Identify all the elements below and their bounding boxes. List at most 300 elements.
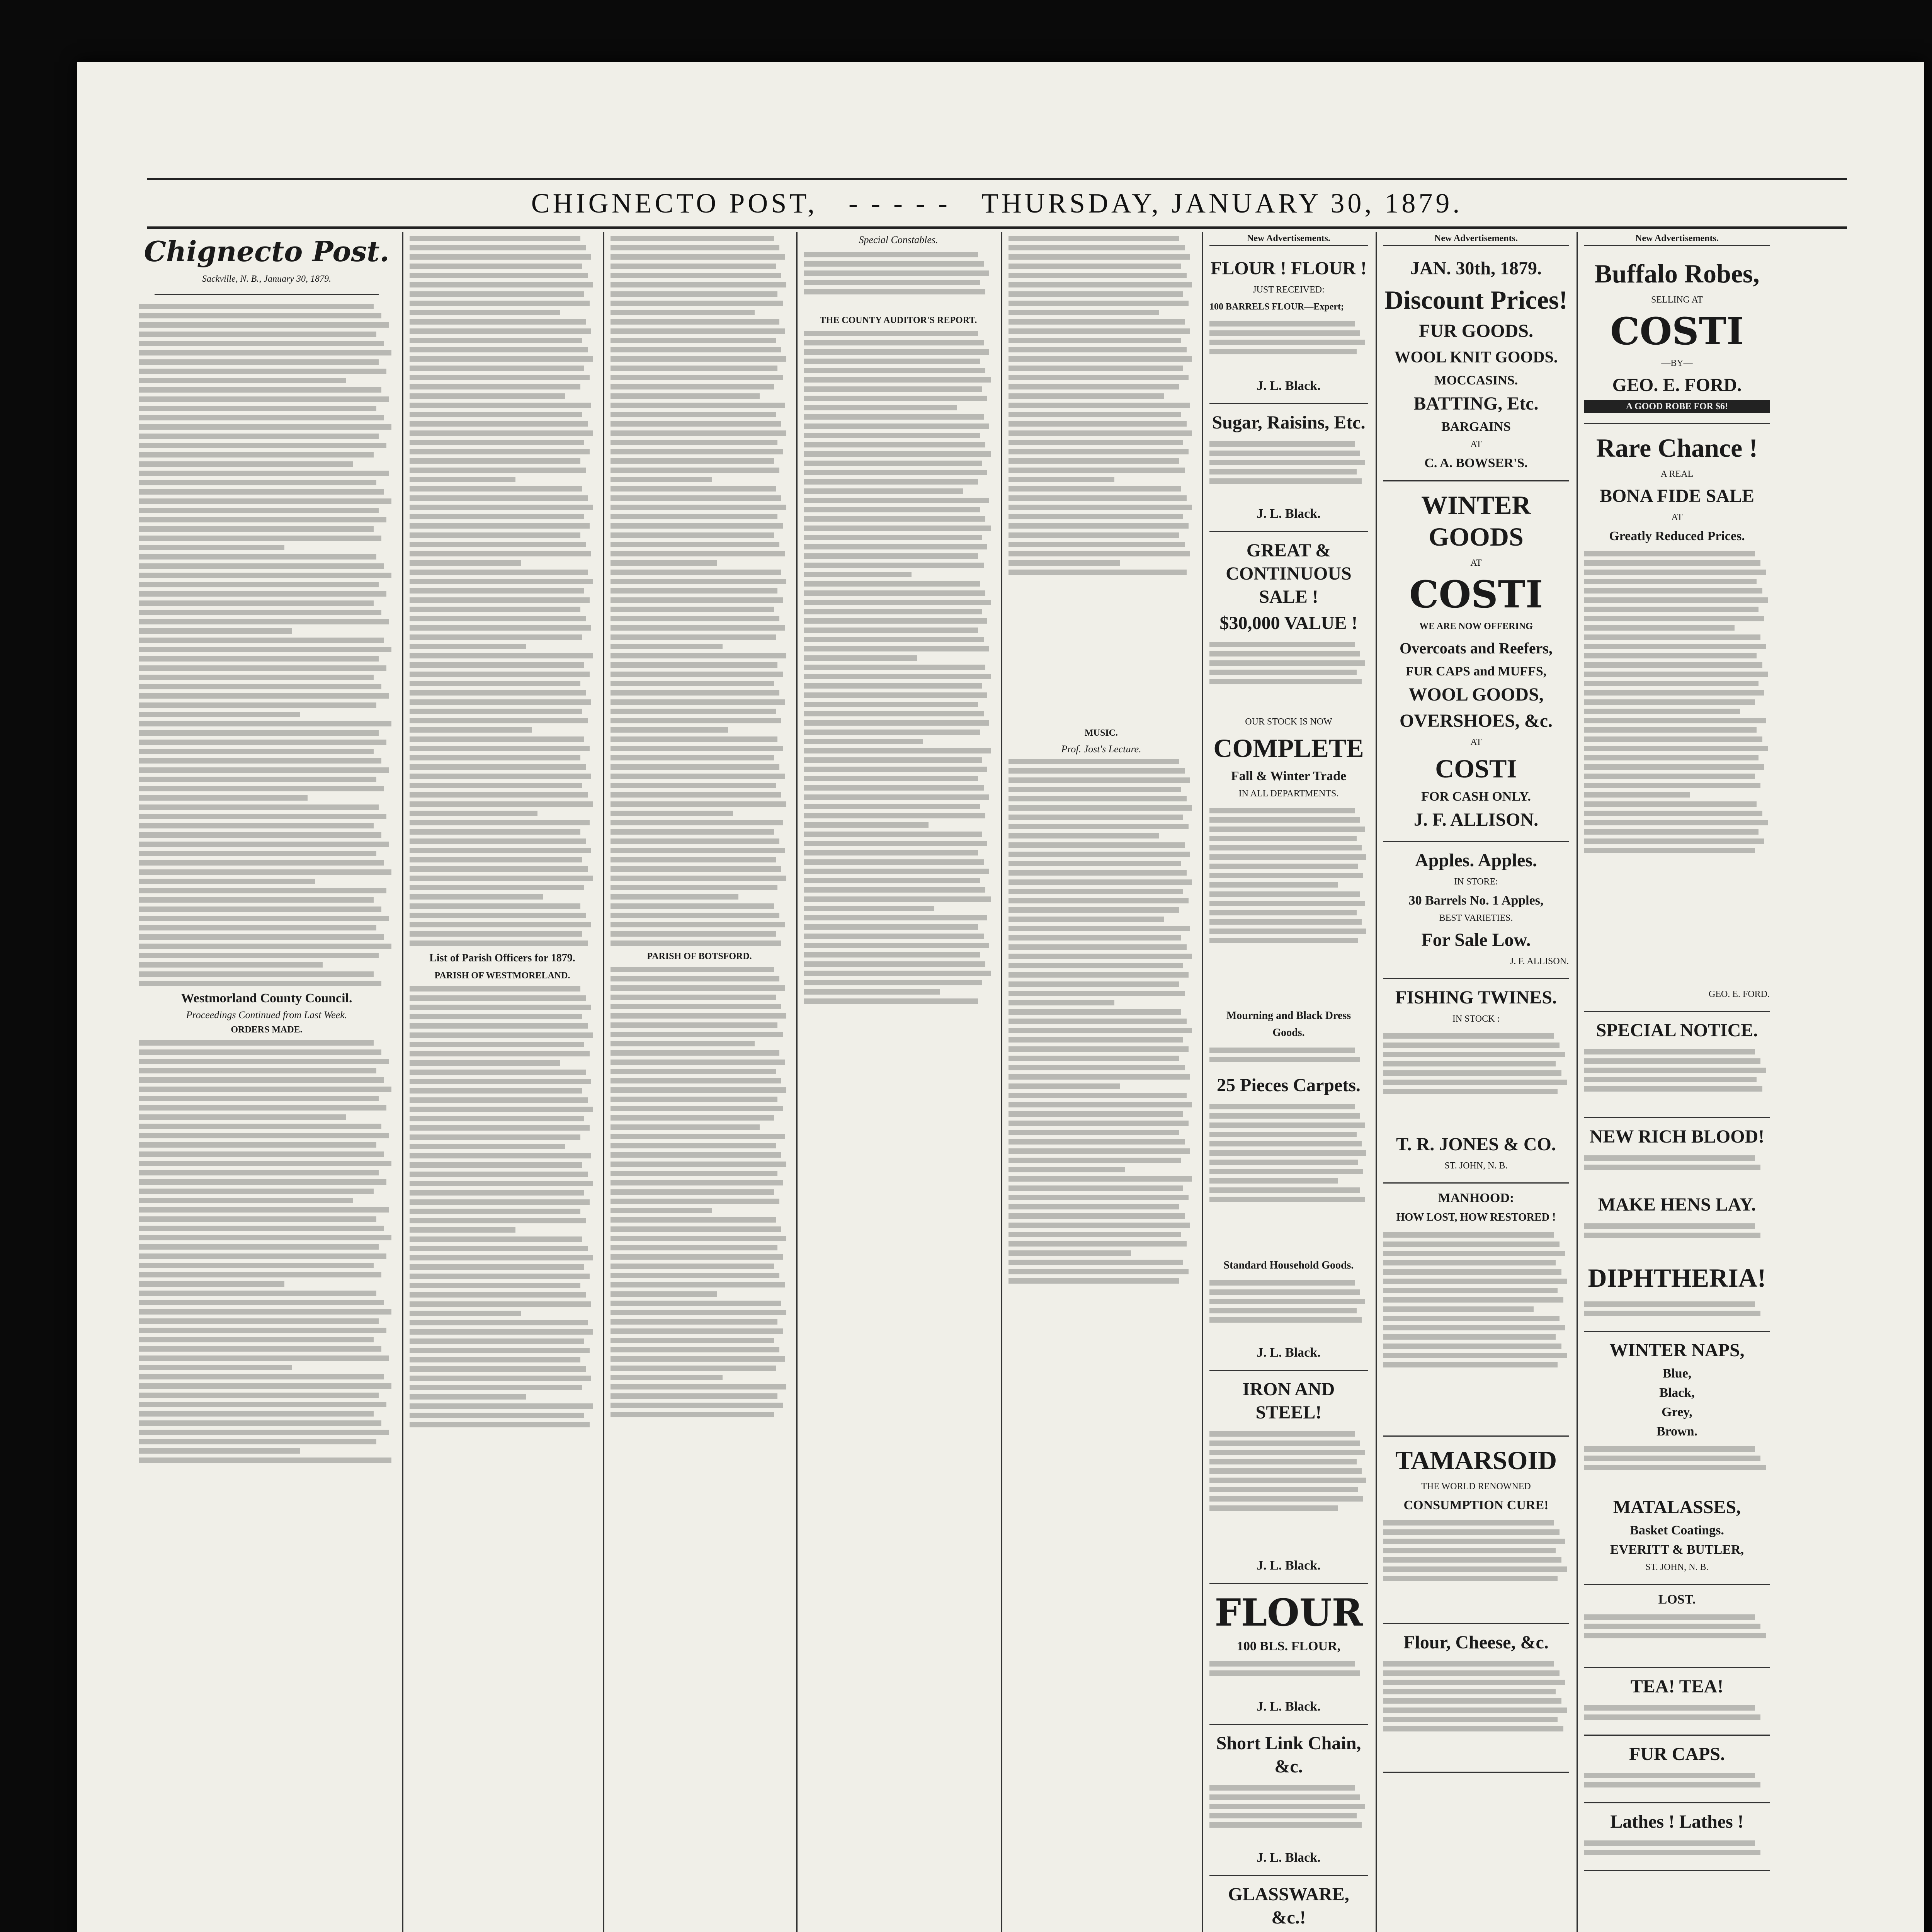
- parish-westmoreland: PARISH OF WESTMORELAND.: [434, 971, 570, 981]
- text-line: [1584, 625, 1735, 631]
- blood-headline: NEW RICH BLOOD!: [1589, 1126, 1765, 1147]
- apples-ad[interactable]: [1383, 842, 1569, 979]
- text-line: [804, 252, 978, 257]
- flour-line: 100 BARRELS FLOUR—Expert;: [1209, 302, 1344, 312]
- text-line: [611, 1032, 783, 1037]
- text-line: [1584, 746, 1768, 751]
- text-line: [1209, 321, 1355, 327]
- twines-ad[interactable]: [1383, 979, 1569, 1184]
- column-rule: [402, 232, 403, 1932]
- text-line: [410, 746, 590, 751]
- text-line: [611, 440, 777, 445]
- text-line: [410, 866, 588, 872]
- column-auditor: [804, 232, 993, 1932]
- lathes-ad[interactable]: [1584, 1803, 1770, 1871]
- text-line: [1009, 1278, 1179, 1284]
- text-line: [1584, 1233, 1760, 1238]
- text-line: [804, 516, 985, 522]
- text-line: [1383, 1089, 1558, 1094]
- text-line: [1209, 1478, 1366, 1483]
- text-line: [611, 746, 783, 751]
- text-line: [611, 1393, 777, 1399]
- winter-goods-ad[interactable]: [1383, 481, 1569, 842]
- column-ads-black: [1209, 232, 1368, 1932]
- tea-ad[interactable]: [1584, 1668, 1770, 1736]
- costi-headline: COSTI: [1409, 573, 1543, 616]
- text-line: [611, 699, 785, 705]
- text-line: [1209, 469, 1357, 474]
- text-line: [611, 1022, 777, 1028]
- text-line: [1009, 1204, 1179, 1209]
- text-line: [1009, 1176, 1192, 1182]
- sugar-text: [1209, 437, 1368, 503]
- at-label: AT: [1470, 737, 1482, 747]
- text-line: [804, 813, 985, 818]
- text-line: [1009, 1195, 1189, 1200]
- text-line: [1383, 1548, 1556, 1553]
- text-line: [804, 952, 980, 957]
- text-line: [139, 443, 386, 448]
- text-line: [1009, 495, 1187, 501]
- sugar-headline: Sugar, Raisins, Etc.: [1212, 412, 1366, 433]
- text-line: [1009, 852, 1190, 857]
- text-line: [139, 563, 384, 569]
- chain-headline: Short Link Chain, &c.: [1216, 1733, 1361, 1777]
- lost-ad[interactable]: [1584, 1585, 1770, 1668]
- text-line: [410, 468, 586, 473]
- text-line: [611, 662, 777, 668]
- officers-text: [410, 986, 595, 1427]
- text-line: [1009, 787, 1181, 792]
- provisions-headline: Flour, Cheese, &c.: [1403, 1632, 1549, 1653]
- text-line: [611, 449, 783, 454]
- text-line: [139, 396, 389, 402]
- carpets-headline: 25 Pieces Carpets.: [1217, 1075, 1361, 1095]
- text-line: [410, 551, 591, 556]
- text-line: [804, 590, 985, 596]
- text-line: [1383, 1232, 1554, 1238]
- text-line: [1383, 1362, 1558, 1367]
- text-line: [139, 1355, 389, 1361]
- settlements-text: [1009, 232, 1194, 726]
- text-line: [804, 331, 978, 336]
- text-line: [804, 794, 989, 800]
- text-line: [410, 1005, 591, 1010]
- text-line: [410, 403, 591, 408]
- tea-headline: TEA! TEA!: [1630, 1676, 1724, 1697]
- text-line: [1009, 393, 1164, 399]
- text-line: [139, 851, 376, 856]
- text-line: [1009, 1223, 1190, 1228]
- text-line: [139, 1253, 386, 1259]
- text-line: [410, 690, 586, 696]
- in-stock: IN STOCK :: [1452, 1014, 1500, 1024]
- text-line: [611, 653, 786, 658]
- text-line: [139, 1318, 379, 1324]
- text-line: [1209, 817, 1360, 823]
- at-label: AT: [1671, 512, 1683, 522]
- text-line: [804, 720, 989, 726]
- text-line: [1584, 616, 1764, 621]
- text-line: [1584, 1840, 1755, 1846]
- text-line: [139, 702, 376, 708]
- text-line: [1009, 926, 1190, 931]
- text-line: [1383, 1052, 1565, 1057]
- flour2-text: [1209, 1657, 1368, 1696]
- text-line: [410, 653, 593, 658]
- column-ads-ford: [1584, 232, 1770, 1932]
- text-line: [611, 1375, 723, 1380]
- text-line: [1209, 1459, 1357, 1464]
- text-line: [1209, 1450, 1365, 1455]
- iron-ad[interactable]: [1209, 1371, 1368, 1584]
- text-line: [1209, 441, 1355, 447]
- text-line: [611, 1254, 783, 1260]
- text-line: [1009, 1083, 1120, 1089]
- text-line: [804, 989, 940, 995]
- rare-chance-ad[interactable]: [1584, 424, 1770, 1012]
- column-rule: [1001, 232, 1002, 1932]
- iron-headline: IRON AND STEEL!: [1242, 1379, 1335, 1423]
- text-line: [611, 1143, 776, 1148]
- color-grey: Grey,: [1662, 1405, 1692, 1419]
- text-line: [1584, 848, 1755, 853]
- text-line: [611, 1356, 785, 1362]
- text-line: [1584, 1165, 1760, 1170]
- text-line: [611, 430, 786, 436]
- text-line: [611, 486, 776, 492]
- text-line: [139, 1337, 374, 1342]
- text-line: [410, 412, 582, 417]
- text-line: [1209, 1308, 1357, 1313]
- text-line: [804, 674, 991, 679]
- flour-ad[interactable]: [1209, 250, 1368, 404]
- restored-headline: HOW LOST, HOW RESTORED !: [1396, 1211, 1556, 1223]
- text-line: [611, 625, 785, 631]
- text-line: [410, 1023, 588, 1029]
- apples-line: 30 Barrels No. 1 Apples,: [1408, 893, 1544, 908]
- text-line: [1209, 1487, 1358, 1492]
- text-line: [139, 1170, 379, 1175]
- text-line: [139, 925, 376, 930]
- text-line: [1584, 1223, 1755, 1229]
- text-line: [611, 347, 781, 352]
- text-line: [410, 264, 582, 269]
- text-line: [611, 811, 733, 816]
- text-line: [139, 638, 384, 643]
- text-line: [410, 532, 580, 538]
- seller-name: J. L. Black.: [1257, 1699, 1321, 1714]
- auditor-report-title: THE COUNTY AUDITOR'S REPORT.: [820, 315, 977, 325]
- text-line: [1584, 736, 1762, 742]
- text-line: [804, 915, 987, 920]
- text-line: [410, 1394, 526, 1400]
- diphtheria-headline: DIPHTHERIA!: [1588, 1263, 1766, 1293]
- blood-ad[interactable]: [1584, 1118, 1770, 1332]
- text-line: [410, 375, 590, 380]
- text-line: [804, 359, 980, 364]
- ford-signature: GEO. E. FORD.: [1708, 989, 1770, 999]
- text-line: [1009, 944, 1187, 950]
- text-line: [139, 619, 389, 624]
- text-line: [1009, 1019, 1187, 1024]
- ford-name: GEO. E. FORD.: [1612, 375, 1742, 395]
- robes-ad[interactable]: [1584, 250, 1770, 424]
- fur-caps-headline: FUR CAPS.: [1629, 1744, 1725, 1764]
- text-line: [139, 628, 292, 634]
- text-line: [139, 1189, 374, 1194]
- text-line: [139, 489, 384, 495]
- manhood-ad[interactable]: [1383, 1184, 1569, 1437]
- text-line: [611, 801, 786, 807]
- robes-headline: Buffalo Robes,: [1594, 259, 1760, 288]
- text-line: [611, 1282, 785, 1287]
- text-line: [410, 1348, 590, 1353]
- text-line: [139, 832, 381, 838]
- text-line: [139, 916, 389, 921]
- text-line: [804, 535, 982, 540]
- text-line: [1584, 801, 1757, 807]
- text-line: [410, 681, 580, 686]
- text-line: [1009, 1121, 1189, 1126]
- text-line: [410, 310, 560, 315]
- text-line: [139, 888, 386, 893]
- text-line: [1009, 917, 1164, 922]
- naps-headline: WINTER NAPS,: [1609, 1340, 1745, 1361]
- text-line: [1009, 824, 1189, 829]
- allison-signature: J. F. ALLISON.: [1510, 956, 1569, 966]
- text-line: [139, 786, 384, 791]
- text-line: [804, 665, 985, 670]
- text-line: [139, 842, 389, 847]
- text-line: [1584, 1311, 1760, 1316]
- text-line: [1584, 1446, 1755, 1452]
- text-line: [1584, 792, 1690, 798]
- text-line: [139, 934, 384, 940]
- text-line: [139, 573, 391, 578]
- text-line: [410, 1153, 591, 1158]
- text-line: [1383, 1260, 1556, 1265]
- color-black: Black,: [1659, 1386, 1695, 1400]
- text-line: [1009, 273, 1187, 278]
- text-line: [410, 1181, 593, 1186]
- text-line: [410, 986, 580, 992]
- color-brown: Brown.: [1656, 1424, 1698, 1439]
- text-line: [139, 712, 300, 717]
- text-line: [1209, 1804, 1365, 1809]
- text-line: [410, 523, 590, 529]
- issue-date: THURSDAY, JANUARY 30, 1879.: [981, 187, 1463, 219]
- tamarsoid-ad[interactable]: [1383, 1437, 1569, 1624]
- text-line: [410, 1227, 515, 1233]
- text-line: [611, 1403, 783, 1408]
- column-rule: [796, 232, 798, 1932]
- text-line: [1009, 1102, 1192, 1107]
- text-line: [1584, 1049, 1755, 1054]
- text-line: [139, 1068, 376, 1073]
- new-ads-label: New Advertisements.: [1584, 232, 1770, 246]
- text-line: [1009, 805, 1192, 811]
- text-line: [1009, 282, 1192, 287]
- text-line: [611, 254, 785, 260]
- constables-text: [804, 248, 993, 314]
- sugar-ad[interactable]: [1209, 404, 1368, 532]
- text-line: [1009, 842, 1185, 848]
- departments-line: IN ALL DEPARTMENTS.: [1238, 789, 1339, 799]
- text-line: [1383, 1306, 1534, 1312]
- text-line: [804, 340, 984, 345]
- text-line: [1009, 879, 1192, 885]
- text-line: [139, 1328, 386, 1333]
- text-line: [1009, 1139, 1185, 1145]
- text-line: [1584, 838, 1764, 844]
- text-line: [1383, 1539, 1565, 1544]
- text-line: [139, 795, 308, 801]
- text-line: [410, 291, 584, 297]
- sale-headline: GREAT & CONTINUOUS SALE !: [1226, 540, 1352, 607]
- text-line: [611, 940, 781, 946]
- text-line: [410, 328, 591, 334]
- text-line: [139, 981, 381, 986]
- text-line: [410, 301, 590, 306]
- text-line: [804, 692, 987, 698]
- lathes-text: [1584, 1837, 1770, 1864]
- notice-ad[interactable]: [1584, 1012, 1770, 1118]
- text-line: [1584, 579, 1757, 584]
- discount-ad[interactable]: [1383, 250, 1569, 481]
- text-line: [611, 1366, 776, 1371]
- text-line: [1009, 347, 1187, 352]
- text-line: [410, 1422, 590, 1427]
- text-line: [611, 857, 776, 862]
- text-line: [1009, 505, 1192, 510]
- text-line: [410, 1162, 582, 1168]
- fur-caps-ad[interactable]: [1584, 1736, 1770, 1803]
- text-line: [611, 1115, 774, 1121]
- text-line: [139, 610, 381, 615]
- text-line: [611, 1273, 779, 1278]
- a-real: A REAL: [1660, 469, 1694, 479]
- text-line: [1009, 236, 1179, 241]
- text-line: [804, 498, 989, 503]
- text-line: [410, 922, 591, 927]
- text-line: [1209, 1178, 1338, 1184]
- text-line: [139, 1383, 391, 1389]
- jones-name: T. R. JONES & CO.: [1396, 1134, 1556, 1155]
- text-line: [1584, 1633, 1766, 1638]
- text-line: [1209, 901, 1365, 906]
- text-line: [139, 452, 374, 457]
- fall-winter-headline: Fall & Winter Trade: [1231, 769, 1347, 783]
- flour2-line: 100 BLS. FLOUR,: [1236, 1639, 1341, 1653]
- text-line: [1009, 759, 1179, 764]
- text-line: [410, 1311, 521, 1316]
- text-line: [804, 767, 987, 772]
- text-line: [139, 1133, 389, 1138]
- text-line: [410, 718, 588, 723]
- text-line: [139, 1096, 379, 1101]
- flour2-ad[interactable]: [1209, 1584, 1368, 1725]
- flour-headline: FLOUR ! FLOUR !: [1211, 258, 1367, 279]
- text-line: [1584, 1773, 1755, 1778]
- text-line: [611, 384, 774, 389]
- text-line: [611, 282, 786, 287]
- provisions-ad[interactable]: [1383, 1624, 1569, 1773]
- text-line: [139, 1207, 389, 1213]
- at-label: AT: [1470, 558, 1482, 568]
- text-line: [611, 820, 783, 825]
- text-line: [1209, 1104, 1355, 1109]
- text-line: [1383, 1070, 1561, 1076]
- text-line: [410, 338, 582, 343]
- text-line: [1209, 1661, 1355, 1667]
- naps-ad[interactable]: [1584, 1332, 1770, 1585]
- sale-ad[interactable]: [1209, 532, 1368, 1371]
- text-line: [139, 823, 374, 828]
- text-line: [1009, 440, 1183, 445]
- text-line: [139, 1448, 300, 1454]
- text-line: [1009, 449, 1189, 454]
- text-line: [611, 532, 774, 538]
- tea-text: [1584, 1701, 1770, 1728]
- seller-name: J. L. Black.: [1257, 379, 1321, 393]
- text-line: [1209, 1150, 1366, 1156]
- text-line: [1383, 1661, 1554, 1667]
- text-line: [804, 289, 985, 294]
- text-line: [1009, 861, 1181, 866]
- text-line: [611, 764, 779, 770]
- consumption-cure: CONSUMPTION CURE!: [1403, 1498, 1549, 1512]
- text-line: [139, 1393, 379, 1398]
- text-line: [410, 1209, 580, 1214]
- text-line: [611, 366, 777, 371]
- text-line: [1209, 1141, 1362, 1146]
- text-line: [1209, 910, 1357, 915]
- text-line: [611, 403, 785, 408]
- text-line: [1209, 1670, 1360, 1676]
- masthead: [147, 178, 1847, 229]
- text-line: [804, 609, 982, 614]
- chain-text: [1209, 1781, 1368, 1847]
- text-line: [139, 944, 391, 949]
- dateline: Sackville, N. B., January 30, 1879.: [202, 274, 331, 284]
- text-line: [611, 1226, 781, 1232]
- text-line: [1009, 338, 1181, 343]
- text-line: [1009, 412, 1181, 417]
- chain-ad[interactable]: [1209, 1725, 1368, 1876]
- glassware-ad[interactable]: [1209, 1876, 1368, 1932]
- just-received: JUST RECEIVED:: [1253, 285, 1325, 295]
- text-line: [1009, 375, 1189, 380]
- text-line: [1009, 1185, 1183, 1191]
- rare-headline: Rare Chance !: [1596, 433, 1758, 463]
- text-line: [139, 675, 374, 680]
- text-line: [611, 291, 777, 297]
- text-line: [804, 655, 917, 661]
- text-line: [410, 421, 588, 427]
- text-line: [410, 384, 580, 389]
- lecture-title: Prof. Jost's Lecture.: [1061, 743, 1141, 755]
- text-line: [410, 1357, 580, 1362]
- text-line: [1584, 653, 1757, 658]
- column-lecture: [1009, 232, 1194, 1932]
- text-line: [804, 859, 984, 865]
- text-line: [1209, 1280, 1355, 1286]
- text-line: [1009, 356, 1192, 362]
- text-line: [1209, 929, 1366, 934]
- text-line: [1584, 820, 1768, 825]
- text-line: [139, 1272, 381, 1277]
